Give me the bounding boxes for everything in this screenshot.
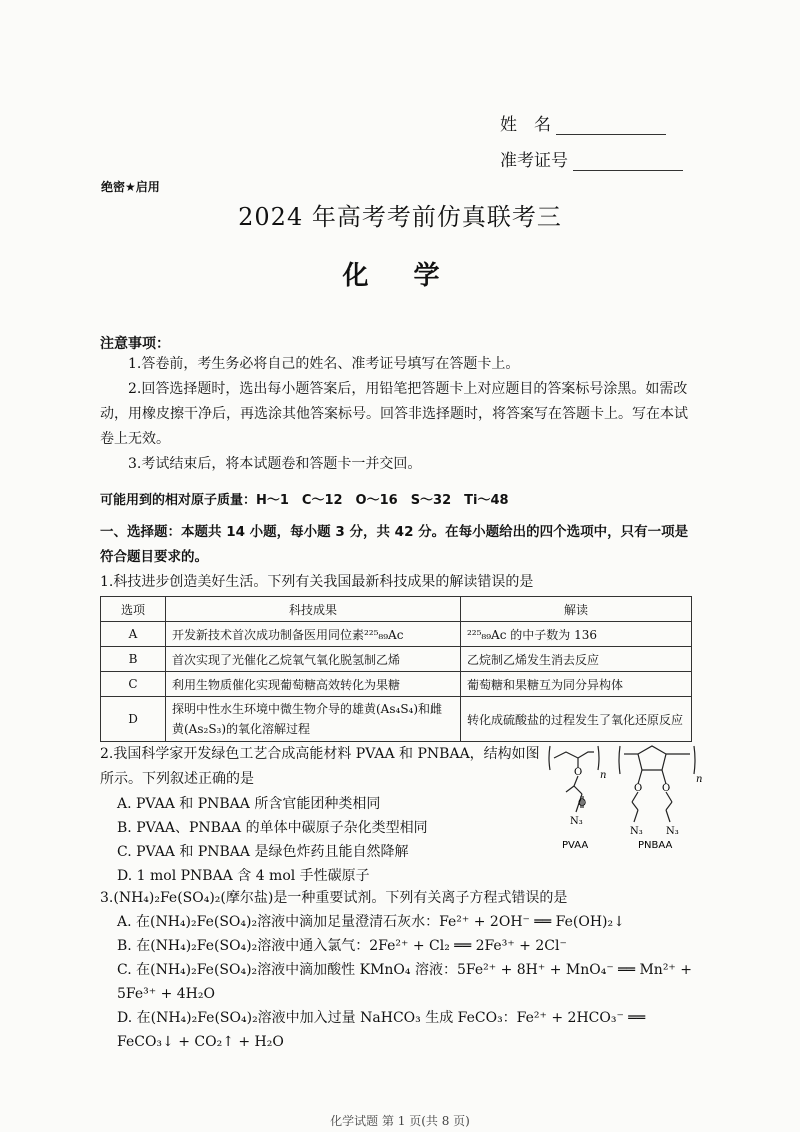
note-item-2: 2.回答选择题时，选出每小题答案后，用铅笔把答题卡上对应题目的答案标号涂黑。如需改动，用橡皮擦干净后，再选涂其他答案标号。回答非选择题时，将答案写在答题卡上。写在本试卷上无效。 (100, 381, 688, 447)
row-reading: 葡萄糖和果糖互为同分异构体 (461, 672, 692, 697)
table-row (101, 697, 692, 742)
q3-option-a: A. 在(NH₄)₂Fe(SO₄)₂溶液中滴加足量澄清石灰水：Fe²⁺ + 2OH⁻ ══ Fe(OH)₂↓ (117, 914, 625, 930)
structure-diagram (548, 740, 703, 852)
q1-stem: 1.科技进步创造美好生活。下列有关我国最新科技成果的解读错误的是 (100, 574, 534, 590)
col-reading: 解读 (461, 597, 692, 622)
table-row (101, 622, 692, 647)
table-row (101, 672, 692, 697)
section-heading: 一、选择题：本题共 14 小题，每小题 3 分，共 42 分。在每小题给出的四个选项中，只有一项是符合题目要求的。 (100, 524, 689, 565)
col-option: 选项 (101, 597, 166, 622)
pvaa-label: PVAA (562, 840, 589, 851)
note-item-1: 1.答卷前，考生务必将自己的姓名、准考证号填写在答题卡上。 (128, 356, 520, 372)
q2-option-d: D. 1 mol PNBAA 含 4 mol 手性碳原子 (117, 868, 370, 884)
q3-options (117, 910, 695, 1054)
q3-option-c: C. 在(NH₄)₂Fe(SO₄)₂溶液中滴加酸性 KMnO₄ 溶液：5Fe²⁺ + 8H⁺ + MnO₄⁻ ══ Mn²⁺ + 5Fe³⁺ + 4H₂O (117, 962, 693, 1002)
q3-stem: 3.(NH₄)₂Fe(SO₄)₂(摩尔盐)是一种重要试剂。下列有关离子方程式错误的是 (100, 890, 568, 906)
row-option: B (101, 647, 166, 672)
notes-heading: 注意事项： (100, 336, 170, 352)
q2-stem: 2.我国科学家开发绿色工艺合成高能材料 PVAA 和 PNBAA，结构如图所示。下列叙述正确的是 (100, 746, 540, 787)
row-achievement: 开发新技术首次成功制备医用同位素²²⁵₈₉Ac (166, 622, 461, 647)
name-line (556, 116, 666, 135)
pvaa-o2: O (578, 798, 587, 809)
pvaa-n3: N₃ (570, 816, 583, 827)
q3-option-d: D. 在(NH₄)₂Fe(SO₄)₂溶液中加入过量 NaHCO₃ 生成 FeCO₃：Fe²⁺ + 2HCO₃⁻ ══ FeCO₃↓ + CO₂↑ + H₂O (117, 1010, 646, 1050)
col-achievement: 科技成果 (166, 597, 461, 622)
pnbaa-o1: O (634, 783, 643, 794)
q2-option-a: A. PVAA 和 PNBAA 所含官能团种类相同 (117, 796, 381, 812)
pnbaa-n: n (696, 774, 703, 785)
pnbaa-label: PNBAA (638, 840, 673, 851)
q2-option-b: B. PVAA、PNBAA 的单体中碳原子杂化类型相同 (117, 820, 428, 836)
q2-option-c: C. PVAA 和 PNBAA 是绿色炸药且能自然降解 (117, 844, 409, 860)
row-reading: 乙烷制乙烯发生消去反应 (461, 647, 692, 672)
pnbaa-n3-left: N₃ (630, 826, 643, 837)
page-footer: 化学试题 第 1 页(共 8 页) (330, 1114, 470, 1128)
secret-mark: 绝密★启用 (101, 180, 160, 194)
pvaa-n: n (600, 770, 607, 781)
id-line (573, 152, 683, 171)
note-item-3: 3.考试结束后，将本试题卷和答题卡一并交回。 (128, 456, 422, 472)
notes-list (100, 352, 695, 477)
table-row (101, 647, 692, 672)
pvaa-o1: O (574, 767, 583, 778)
row-achievement: 利用生物质催化实现葡萄糖高效转化为果糖 (166, 672, 461, 697)
row-reading: 转化成硫酸盐的过程发生了氧化还原反应 (461, 697, 692, 742)
q2-options (117, 792, 428, 888)
subject-title: 化 学 (342, 261, 458, 291)
pnbaa-o2: O (662, 783, 671, 794)
name-label: 姓 名 (500, 115, 551, 135)
pnbaa-n3-right: N₃ (666, 826, 679, 837)
row-option: A (101, 622, 166, 647)
exam-title: 2024 年高考考前仿真联考三 (238, 203, 562, 231)
row-option: C (101, 672, 166, 697)
atomic-masses: 可能用到的相对原子质量：H～1 C～12 O～16 S～32 Ti～48 (100, 493, 509, 508)
q1-table (100, 596, 692, 742)
row-achievement: 首次实现了光催化乙烷氧气氧化脱氢制乙烯 (166, 647, 461, 672)
q3-option-b: B. 在(NH₄)₂Fe(SO₄)₂溶液中通入氯气：2Fe²⁺ + Cl₂ ══ 2Fe³⁺ + 2Cl⁻ (117, 938, 567, 954)
row-achievement: 探明中性水生环境中微生物介导的雄黄(As₄S₄)和雌黄(As₂S₃)的氧化溶解过程 (166, 697, 461, 742)
row-option: D (101, 697, 166, 742)
name-field (500, 110, 666, 135)
id-label: 准考证号 (500, 151, 568, 171)
id-field (500, 146, 683, 171)
q1-table-header (101, 597, 692, 622)
row-reading: ²²⁵₈₉Ac 的中子数为 136 (461, 622, 692, 647)
